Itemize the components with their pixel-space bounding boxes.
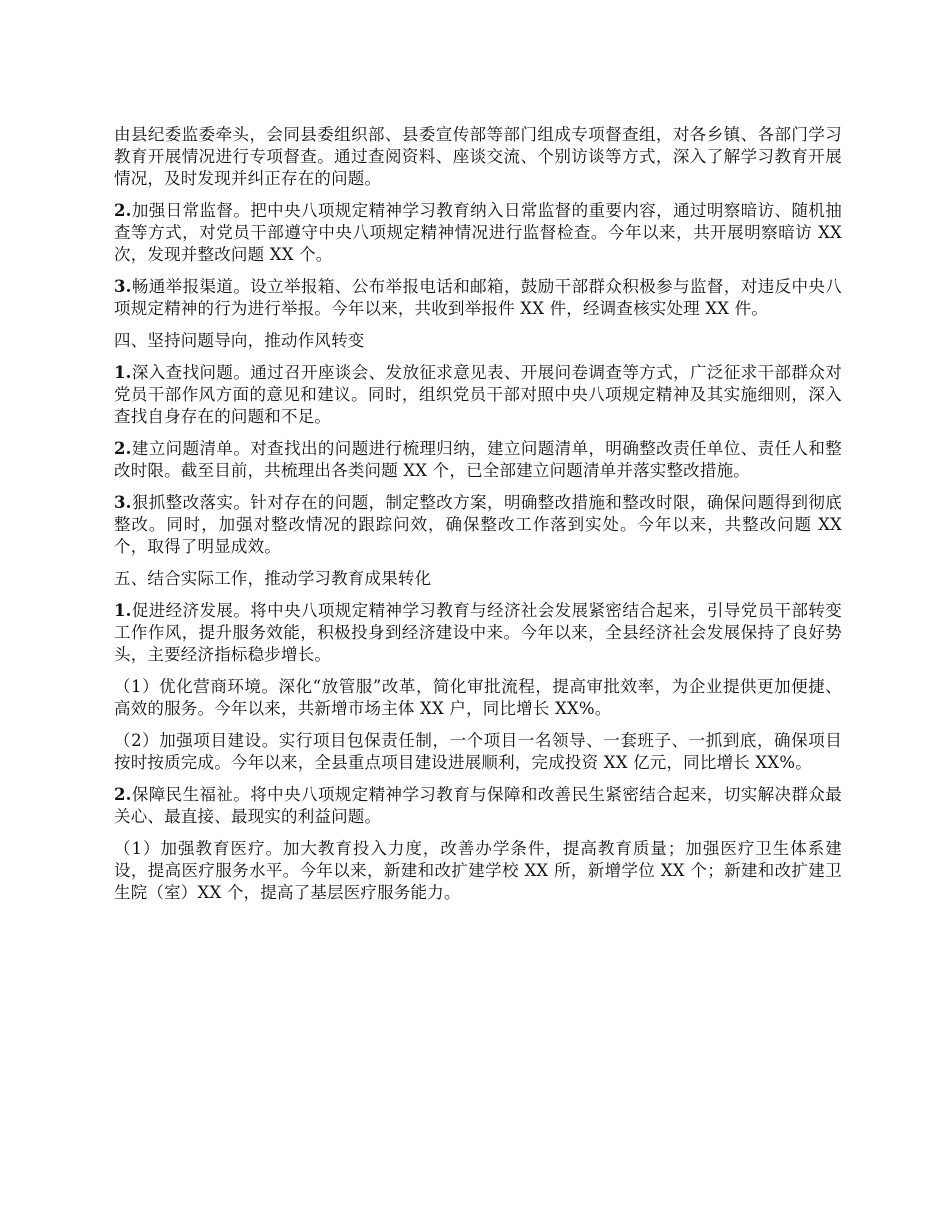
paragraph-text: 由县纪委监委牵头，会同县委组织部、县委宣传部等部门组成专项督查组，对各乡镇、各部门学习教育开展情况进行专项督查。通过查阅资料、座谈交流、个别访谈等方式，深入了解学习教育开展情况，及时发现并纠正存在的问题。 — [114, 125, 842, 188]
paragraph-text: 畅通举报渠道。设立举报箱、公布举报电话和邮箱，鼓励干部群众积极参与监督，对违反中央八项规定精神的行为进行举报。今年以来，共收到举报件 XX 件，经调查核实处理 XX 件。 — [114, 277, 842, 318]
paragraph-text: 狠抓整改落实。针对存在的问题，制定整改方案，明确整改措施和整改时限，确保问题得到彻底整改。同时，加强对整改情况的跟踪问效，确保整改工作落到实处。今年以来，共整改问题 XX 个，取得了明显成效。 — [114, 493, 842, 556]
paragraph-livelihood — [114, 784, 842, 828]
item-number: 1. — [114, 363, 132, 382]
paragraph-daily-supervision — [114, 200, 842, 266]
paragraph-economic-development — [114, 600, 842, 666]
paragraph-text: 保障民生福祉。将中央八项规定精神学习教育与保障和改善民生紧密结合起来，切实解决群众最关心、最直接、最现实的利益问题。 — [114, 785, 842, 826]
paragraph-rectification — [114, 492, 842, 558]
paragraph-text: 建立问题清单。对查找出的问题进行梳理归纳，建立问题清单，明确整改责任单位、责任人和整改时限。截至目前，共梳理出各类问题 XX 个，已全部建立问题清单并落实整改措施。 — [114, 439, 842, 480]
paragraph-text: 深入查找问题。通过召开座谈会、发放征求意见表、开展问卷调查等方式，广泛征求干部群众对党员干部作风方面的意见和建议。同时，组织党员干部对照中央八项规定精神及其实施细则，深入查找自身存在的问题和不足。 — [114, 363, 842, 426]
paragraph-project-construction — [114, 730, 842, 774]
item-number: 2. — [114, 201, 132, 220]
paragraph-business-environment — [114, 676, 842, 720]
document-body — [114, 124, 842, 914]
paragraph-text: （1）加强教育医疗。加大教育投入力度，改善办学条件，提高教育质量；加强医疗卫生体系建设，提高医疗服务水平。今年以来，新建和改扩建学校 XX 所，新增学位 XX 个；新建和改扩建卫生院（室）XX 个，提高了基层医疗服务能力。 — [114, 839, 842, 902]
paragraph-report-channels — [114, 276, 842, 320]
paragraph-text: （1）优化营商环境。深化“放管服”改革，简化审批流程，提高审批效率，为企业提供更加便捷、高效的服务。今年以来，共新增市场主体 XX 户，同比增长 XX%。 — [114, 677, 842, 718]
paragraph-supervision-intro — [114, 124, 842, 190]
heading-text: 四、坚持问题导向，推动作风转变 — [114, 331, 365, 350]
item-number: 3. — [114, 277, 132, 296]
item-number: 2. — [114, 785, 132, 804]
paragraph-problem-list — [114, 438, 842, 482]
item-number: 3. — [114, 493, 132, 512]
paragraph-find-problems — [114, 362, 842, 428]
section-heading-outcome-transformation — [114, 568, 842, 590]
paragraph-text: （2）加强项目建设。实行项目包保责任制，一个项目一名领导、一套班子、一抓到底，确保项目按时按质完成。今年以来，全县重点项目建设进展顺利，完成投资 XX 亿元，同比增长 XX%。 — [114, 731, 842, 772]
section-heading-problem-orientation — [114, 330, 842, 352]
heading-text: 五、结合实际工作，推动学习教育成果转化 — [114, 569, 432, 588]
paragraph-text: 加强日常监督。把中央八项规定精神学习教育纳入日常监督的重要内容，通过明察暗访、随机抽查等方式，对党员干部遵守中央八项规定精神情况进行监督检查。今年以来，共开展明察暗访 XX 次，发现并整改问题 XX 个。 — [114, 201, 842, 264]
item-number: 1. — [114, 601, 132, 620]
item-number: 2. — [114, 439, 132, 458]
paragraph-text: 促进经济发展。将中央八项规定精神学习教育与经济社会发展紧密结合起来，引导党员干部转变工作作风，提升服务效能，积极投身到经济建设中来。今年以来，全县经济社会发展保持了良好势头，主要经济指标稳步增长。 — [114, 601, 842, 664]
paragraph-education-medical — [114, 838, 842, 904]
